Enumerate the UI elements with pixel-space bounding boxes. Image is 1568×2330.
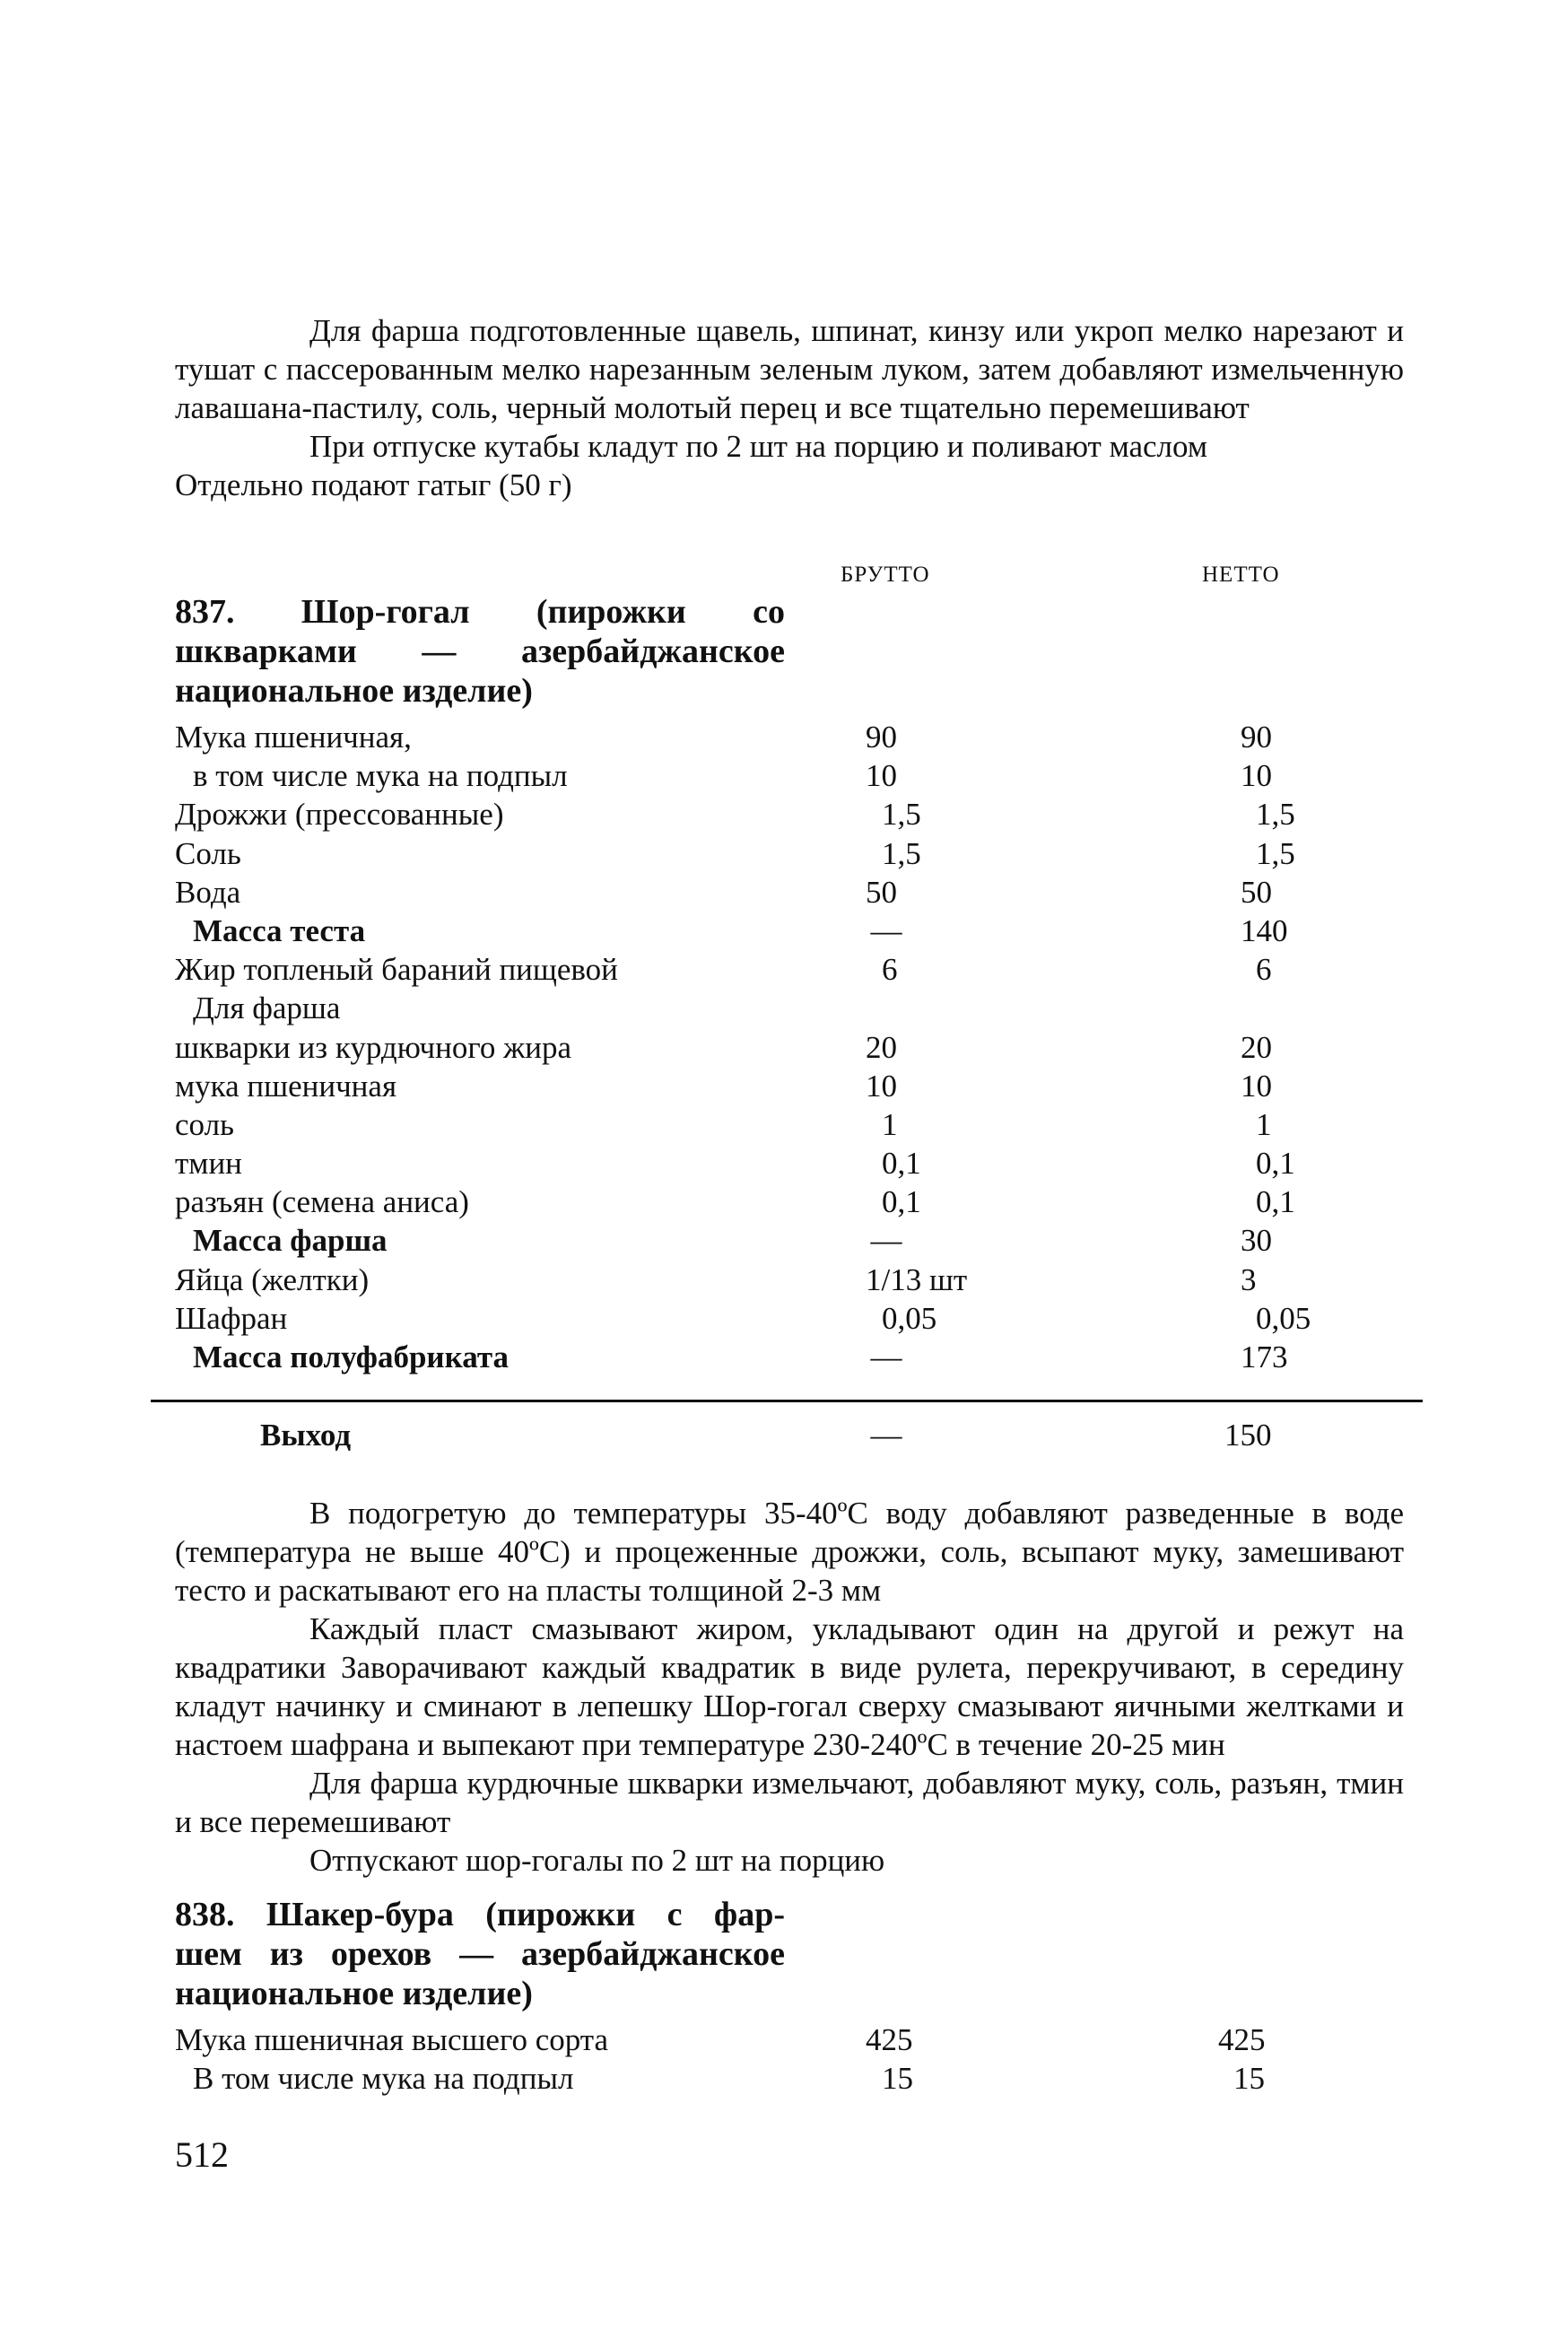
recipe-838-title-line-3: национальное изделие)	[175, 1975, 533, 2012]
yield-row	[0, 1416, 1568, 1454]
recipe-837-title-line-1: 837. Шор-гогал (пирожки со	[175, 593, 785, 631]
table-row	[0, 1261, 1568, 1299]
netto-value: 3	[1241, 1261, 1257, 1297]
table-row	[0, 1067, 1568, 1105]
brutto-value: 0,05	[882, 1300, 937, 1336]
brutto-value: 6	[882, 952, 898, 988]
ingredient-name: Жир топленый бараний пищевой	[175, 952, 618, 988]
brutto-value: 425	[866, 2022, 913, 2057]
intro-paragraph-1: Для фарша подготовленные щавель, шпинат, кинзу или укроп мелко нарезают и тушат с пассерованным мелко нарезанным зеленым луком, затем добавляют измельченную лавашана-пастилу, соль, черный молотый перец и все тщательно перемешивают	[175, 313, 1404, 425]
table-row	[0, 873, 1568, 912]
netto-value: 1	[1256, 1106, 1272, 1142]
recipe-838-title-line-2: шем из орехов — азербайджанское	[175, 1935, 785, 1973]
netto-value: 0,05	[1256, 1300, 1311, 1336]
ingredient-name: разъян (семена аниса)	[175, 1184, 469, 1220]
brutto-value: 0,1	[882, 1184, 921, 1220]
intro-text	[175, 311, 1404, 504]
brutto-dash: —	[870, 912, 902, 948]
netto-value: 425	[1218, 2022, 1266, 2057]
ingredient-name: в том числе мука на подпыл	[193, 758, 568, 794]
netto-value: 0,1	[1256, 1184, 1295, 1220]
recipe-838-title-line-1: 838. Шакер-бура (пирожки с фар-	[175, 1896, 785, 1933]
recipe-838-ingredients	[0, 2020, 1568, 2098]
ingredient-name: соль	[175, 1106, 235, 1142]
netto-value: 0,1	[1256, 1146, 1295, 1182]
recipe-837-title-line-3: национальное изделие)	[175, 672, 533, 710]
brutto-value	[866, 912, 907, 950]
brutto-header: БРУТТО	[841, 563, 930, 587]
yield-netto: 150	[1224, 1418, 1272, 1453]
intro-paragraph-3: Отдельно подают гатыг (50 г)	[175, 467, 572, 502]
recipe-837-title-line-2: шкварками — азербайджанское	[175, 633, 785, 670]
brutto-value: 10	[866, 1068, 897, 1104]
brutto-value: 1/13 шт	[866, 1261, 968, 1297]
netto-value: 6	[1256, 952, 1272, 988]
table-row	[0, 2059, 1568, 2098]
netto-value: 15	[1233, 2061, 1265, 2097]
ingredient-name: мука пшеничная	[175, 1068, 397, 1104]
yield-label: Выход	[260, 1418, 352, 1453]
ingredient-name: Мука пшеничная высшего сорта	[175, 2022, 609, 2057]
yield-brutto-dash: —	[870, 1418, 902, 1453]
brutto-value: 90	[866, 720, 897, 755]
ingredient-name: Мука пшеничная,	[175, 720, 412, 755]
netto-value: 30	[1241, 1223, 1272, 1259]
table-row	[0, 1028, 1568, 1067]
brutto-value: 10	[866, 758, 897, 794]
ingredient-name: Соль	[175, 835, 241, 871]
brutto-value	[866, 1338, 907, 1376]
ingredient-name: Масса теста	[193, 912, 366, 948]
brutto-value	[866, 1221, 907, 1260]
table-row	[0, 1182, 1568, 1221]
page-number: 512	[175, 2134, 229, 2175]
table-row	[0, 2020, 1568, 2059]
netto-value: 10	[1241, 1068, 1272, 1104]
ingredient-name: Яйца (желтки)	[175, 1261, 370, 1297]
table-row	[0, 989, 1568, 1027]
method-paragraph-4: Отпускают шор-гогалы по 2 шт на порцию	[309, 1843, 885, 1878]
method-paragraph-1: В подогретую до температуры 35-40ºС воду добавляют разведенные в воде (температура не выше 40ºС) и процеженные дрожжи, соль, всыпают муку, замешивают тесто и раскатывают его на пласты толщиной 2-3 мм	[175, 1496, 1404, 1608]
table-row	[0, 950, 1568, 989]
method-paragraph-2: Каждый пласт смазывают жиром, укладывают один на другой и режут на квадратики Заворачивают каждый квадратик в виде рулета, перекручивают, в середину кладут начинку и сминают в лепешку Шор-гогал сверху смазывают яичными желтками и настоем шафрана и выпекают при температуре 230-240ºС в течение 20-25 мин	[175, 1611, 1404, 1762]
table-row	[0, 1338, 1568, 1376]
table-row	[0, 1144, 1568, 1182]
brutto-dash: —	[870, 1340, 902, 1374]
brutto-value: 50	[866, 874, 897, 910]
ingredient-name: тмин	[175, 1146, 242, 1182]
table-row	[0, 912, 1568, 950]
recipe-837-yield	[0, 1416, 1568, 1454]
ingredient-name: Шафран	[175, 1300, 288, 1336]
recipe-838-title	[175, 1895, 785, 2013]
netto-value: 1,5	[1256, 835, 1295, 871]
netto-value: 173	[1241, 1340, 1288, 1374]
recipe-837-ingredients	[0, 718, 1568, 1376]
brutto-value: 1,5	[882, 797, 921, 833]
brutto-value: 1,5	[882, 835, 921, 871]
table-divider	[151, 1400, 1423, 1402]
netto-value: 90	[1241, 720, 1272, 755]
table-row	[0, 1105, 1568, 1144]
table-row	[0, 1299, 1568, 1338]
ingredient-name: Дрожжи (прессованные)	[175, 797, 504, 833]
table-row	[0, 795, 1568, 833]
netto-value: 50	[1241, 874, 1272, 910]
brutto-value: 1	[882, 1106, 898, 1142]
table-row	[0, 834, 1568, 873]
intro-paragraph-2: При отпуске кутабы кладут по 2 шт на порцию и поливают маслом	[309, 429, 1208, 464]
ingredient-name: Масса полуфабриката	[193, 1340, 509, 1374]
ingredient-name: В том числе мука на подпыл	[193, 2061, 574, 2097]
recipe-837-title	[175, 592, 785, 711]
method-paragraph-3: Для фарша курдючные шкварки измельчают, добавляют муку, соль, разъян, тмин и все перемешивают	[175, 1766, 1404, 1839]
brutto-value: 20	[866, 1029, 897, 1065]
netto-value: 10	[1241, 758, 1272, 794]
brutto-value: 0,1	[882, 1146, 921, 1182]
ingredient-name: Вода	[175, 874, 241, 910]
yield-brutto	[866, 1416, 907, 1454]
netto-header: НЕТТО	[1202, 563, 1280, 587]
ingredient-name: шкварки из курдючного жира	[175, 1029, 572, 1065]
table-row	[0, 718, 1568, 756]
netto-value: 140	[1241, 912, 1288, 948]
brutto-value: 15	[882, 2061, 913, 2097]
ingredient-name: Для фарша	[193, 990, 341, 1026]
ingredient-name: Масса фарша	[193, 1223, 388, 1259]
netto-value: 1,5	[1256, 797, 1295, 833]
table-row	[0, 1221, 1568, 1260]
table-row	[0, 756, 1568, 795]
recipe-837-method	[175, 1494, 1404, 1880]
netto-value: 20	[1241, 1029, 1272, 1065]
brutto-dash: —	[870, 1223, 902, 1259]
